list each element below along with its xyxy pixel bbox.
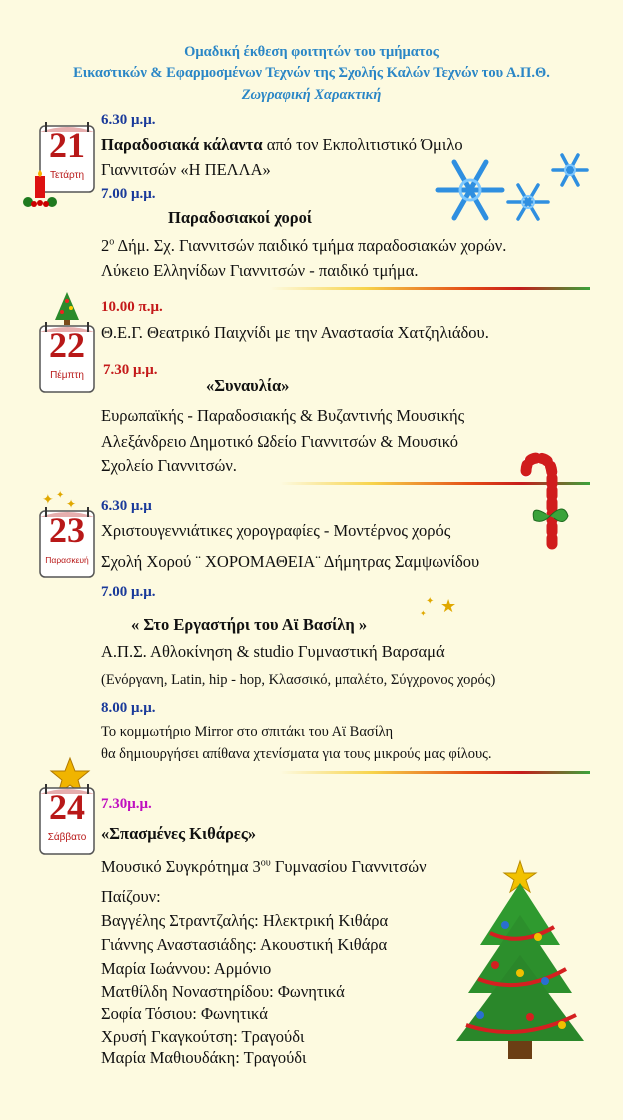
players-label: Παίζουν: bbox=[101, 887, 161, 906]
player-line: Μαρία Ιωάννου: Αρμόνιο bbox=[101, 959, 272, 978]
calendar-weekday: Παρασκευή bbox=[45, 555, 89, 565]
calendar-weekday: Σάββατο bbox=[47, 832, 87, 843]
event-line: Ευρωπαϊκής - Παραδοσιακής & Βυζαντινής Μουσικής bbox=[101, 406, 465, 425]
event-time: 7.00 μ.μ. bbox=[101, 186, 156, 202]
event-title: « Στο Εργαστήρι του Αϊ Βασίλη » bbox=[131, 615, 368, 634]
event-line: Αλεξάνδρειο Δημοτικό Ωδείο Γιαννιτσών & Μουσικό bbox=[101, 432, 459, 451]
event-text: Γυμνασίου Γιαννιτσών bbox=[270, 857, 427, 876]
event-line: (Ενόργανη, Latin, hip - hop, Κλασσικό, μπαλέτο, Σύγχρονος χορός) bbox=[101, 672, 496, 688]
event-text: Δήμ. Σχ. Γιαννιτσών παιδικό τμήμα παραδοσιακών χορών. bbox=[114, 236, 507, 255]
snowflake-icon bbox=[430, 145, 610, 235]
player-line: Βαγγέλης Στραντζαλής: Ηλεκτρική Κιθάρα bbox=[101, 911, 389, 930]
svg-text:✦: ✦ bbox=[420, 609, 427, 618]
event-line: Γιαννιτσών «Η ΠΕΛΛΑ» bbox=[101, 160, 271, 179]
event-line: Α.Π.Σ. Αθλοκίνηση & studio Γυμναστική Βαρσαμά bbox=[101, 642, 445, 661]
event-time: 8.00 μ.μ. bbox=[101, 700, 156, 716]
section-divider bbox=[280, 771, 590, 774]
christmas-tree-icon bbox=[450, 855, 590, 1065]
svg-text:✦: ✦ bbox=[426, 596, 435, 607]
header-line-1: Ομαδική έκθεση φοιτητών του τμήματος bbox=[184, 44, 439, 60]
svg-text:✦: ✦ bbox=[42, 493, 54, 508]
player-line: Μαρία Μαθιουδάκη: Τραγούδι bbox=[101, 1048, 307, 1067]
player-line: Γιάννης Αναστασιάδης: Ακουστική Κιθάρα bbox=[101, 935, 388, 954]
event-title: Παραδοσιακοί χοροί bbox=[168, 208, 312, 227]
event-time: 7.30 μ.μ. bbox=[103, 362, 158, 378]
svg-text:✦: ✦ bbox=[66, 497, 77, 511]
event-title: «Συναυλία» bbox=[206, 376, 290, 395]
calendar-day-number: 23 bbox=[49, 510, 85, 550]
header-line-3: Ζωγραφική Χαρακτική bbox=[241, 87, 382, 103]
event-time: 7.00 μ.μ. bbox=[101, 584, 156, 600]
calendar-day-number: 24 bbox=[49, 787, 85, 827]
event-line: Το κομμωτήριο Mirror στο σπιτάκι του Αϊ Βασίλη bbox=[101, 724, 394, 740]
sparkles-icon bbox=[420, 590, 460, 620]
player-line: Ματθίλδη Νοναστηρίδου: Φωνητικά bbox=[101, 982, 345, 1001]
svg-text:✦: ✦ bbox=[56, 490, 65, 501]
event-time: 6.30 μ.μ bbox=[101, 498, 152, 514]
superscript: ο bbox=[109, 236, 115, 248]
calendar-page-icon bbox=[38, 782, 96, 856]
superscript: ου bbox=[260, 857, 271, 869]
event-time: 10.00 π.μ. bbox=[101, 299, 163, 315]
event-time: 7.30μ.μ. bbox=[101, 796, 152, 812]
calendar-day-number: 21 bbox=[49, 125, 85, 165]
event-line bbox=[101, 135, 463, 155]
event-line: Θ.Ε.Γ. Θεατρικό Παιχνίδι με την Αναστασία Χατζηλιάδου. bbox=[101, 323, 489, 342]
calendar-day-number: 22 bbox=[49, 325, 85, 365]
event-title: Παραδοσιακά κάλαντα bbox=[101, 135, 263, 154]
event-line: Χριστουγεννιάτικες χορογραφίες - Μοντέρνος χορός bbox=[101, 521, 451, 540]
calendar-weekday: Πέμπτη bbox=[50, 370, 84, 381]
event-line: Σχολή Χορού ¨ ΧΟΡΟΜΑΘΕΙΑ¨ Δήμητρας Σαμψωνίδου bbox=[101, 552, 480, 571]
event-line bbox=[101, 236, 506, 256]
event-line: Σχολείο Γιαννιτσών. bbox=[101, 456, 237, 475]
event-line: θα δημιουργήσει απίθανα χτενίσματα για τους μικρούς μας φίλους. bbox=[101, 746, 492, 762]
candy-cane-icon bbox=[520, 452, 580, 548]
player-line: Σοφία Τόσιου: Φωνητικά bbox=[101, 1004, 268, 1023]
calendar-page-icon bbox=[38, 505, 96, 579]
header-line-2: Εικαστικών & Εφαρμοσμένων Τεχνών της Σχολής Καλών Τεχνών του Α.Π.Θ. bbox=[73, 65, 550, 81]
event-line bbox=[101, 857, 427, 877]
event-time: 6.30 μ.μ. bbox=[101, 112, 156, 128]
event-text: από τον Εκπολιτιστικό Όμιλο bbox=[262, 135, 463, 154]
calendar-page-icon bbox=[38, 320, 96, 394]
event-text: 2 bbox=[101, 236, 110, 255]
player-line: Χρυσή Γκαγκούτση: Τραγούδι bbox=[101, 1027, 305, 1046]
candle-icon bbox=[20, 170, 60, 210]
event-line: Λύκειο Ελληνίδων Γιαννιτσών - παιδικό τμήμα. bbox=[101, 261, 419, 280]
calendar-weekday: Τετάρτη bbox=[49, 170, 85, 181]
event-text: Μουσικό Συγκρότημα 3 bbox=[101, 857, 261, 876]
event-title: «Σπασμένες Κιθάρες» bbox=[101, 824, 257, 843]
svg-text:★: ★ bbox=[440, 596, 457, 616]
section-divider bbox=[270, 287, 590, 290]
